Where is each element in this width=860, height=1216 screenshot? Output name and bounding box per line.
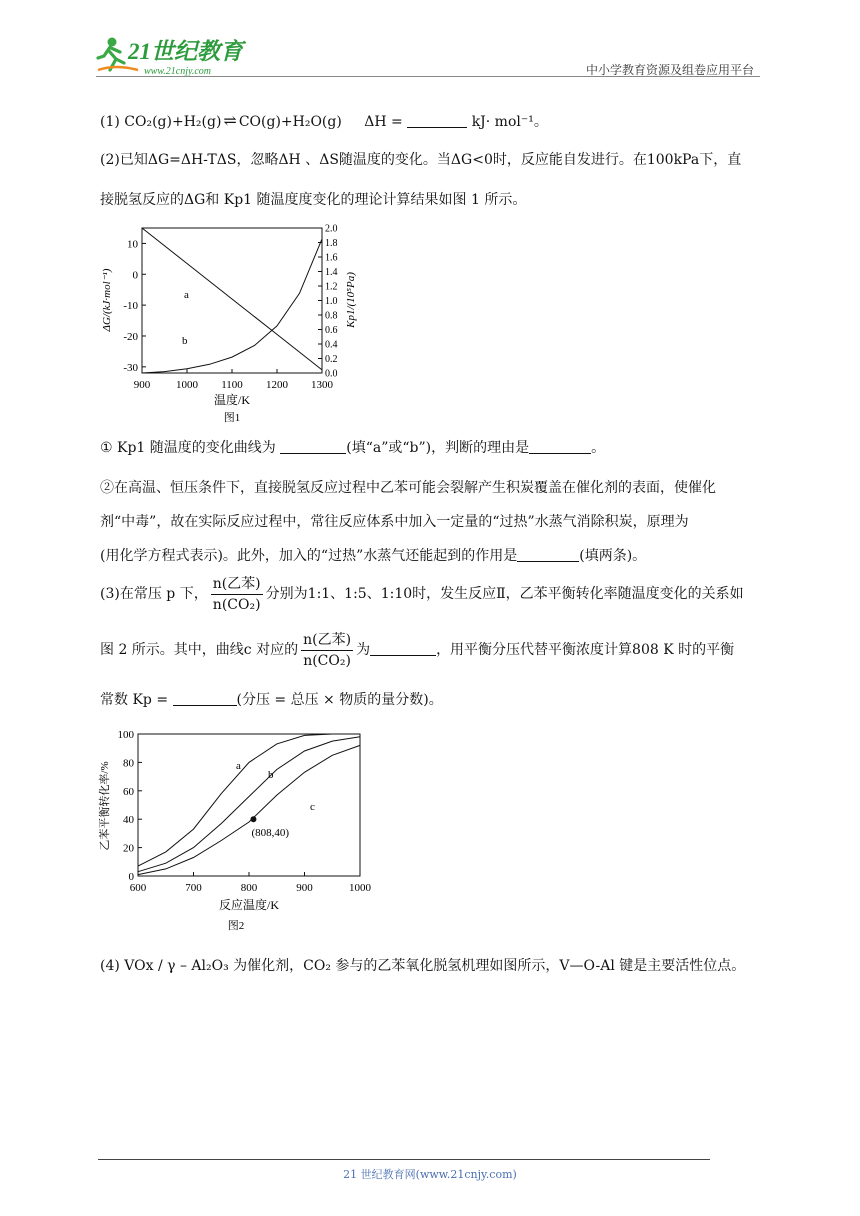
fig1-y2tick-label: 0.2: [325, 354, 338, 365]
footer-text: 21 世纪教育网(www.21cnjy.com): [343, 1168, 517, 1181]
q3-line-3: [100, 690, 764, 710]
fig2-series-a: [138, 734, 360, 866]
figure-2-chart: [96, 722, 386, 936]
q1-dh: ΔH =: [364, 114, 403, 130]
figure-1-chart: [96, 218, 366, 428]
fig1-xtick-label: 900: [133, 379, 151, 391]
header-divider: [96, 76, 760, 77]
q1-equation-left: CO₂(g)+H₂(g): [124, 114, 222, 130]
q3-line2-text-c: ，用平衡分压代替平衡浓度计算808 K 时的平衡: [436, 642, 735, 658]
q2-sub2-line3-text: (用化学方程式表示)。此外，加入的“过热”水蒸气还能起到的作用是: [100, 548, 518, 564]
q2-sub1-text-b: (填“a”或“b”)，判断的理由是: [346, 440, 530, 456]
q3-blank-ratio[interactable]: [370, 641, 436, 656]
q3-line3-text-b: (分压 = 总压 × 物质的量分数)。: [236, 692, 443, 708]
page-header: [96, 28, 760, 80]
q3-blank-kp[interactable]: [173, 691, 237, 706]
fig1-series-b: [142, 239, 322, 373]
fig2-xlabel: 反应温度/K: [218, 898, 280, 912]
fig1-y2tick-label: 1.8: [325, 238, 338, 249]
fig2-xtick-label: 800: [240, 882, 258, 894]
q3-line2-text-b: 为: [356, 642, 371, 658]
fig1-xlabel: 温度/K: [213, 393, 251, 407]
fig1-xtick-label: 1100: [221, 379, 243, 391]
question-4: (4) VOx / γ – Al₂O₃ 为催化剂，CO₂ 参与的乙苯氧化脱氢机理如图所示，V—O-Al 键是主要活性位点。: [100, 958, 746, 974]
site-logo: [96, 34, 266, 78]
header-right-text: 中小学教育资源及组卷应用平台: [585, 63, 754, 77]
question-1: [100, 111, 764, 132]
fig2-curve-label-a: a: [236, 760, 241, 772]
q1-unit: kJ· mol⁻¹: [471, 114, 534, 130]
q2-sub2-line-3: [100, 546, 764, 566]
fig2-plot-frame: [138, 734, 360, 876]
fig2-ytick-label: 60: [123, 785, 134, 798]
q3-ratio-fraction-2: [301, 631, 353, 670]
fig1-y2tick-label: 1.6: [325, 252, 338, 264]
fig1-curve-label-b: b: [182, 335, 188, 347]
logo-text: 21世纪教育: [128, 39, 243, 64]
fig2-point-label: (808,40): [251, 827, 290, 840]
q3-line-2: [100, 630, 764, 670]
fig2-ytick-label: 20: [123, 842, 134, 855]
q3-frac-den: n(CO₂): [212, 596, 261, 613]
fig2-xtick-label: 1000: [349, 882, 371, 894]
fig1-y2tick-label: 1.0: [325, 296, 338, 307]
fig1-ytick-label: -20: [123, 330, 138, 343]
q3-text-a: (3)在常压 p 下，: [100, 586, 208, 602]
fig1-curve-label-a: a: [184, 289, 189, 301]
equilibrium-arrow-icon: ⇌: [223, 111, 237, 130]
q2-line-1: (2)已知ΔG=ΔH-TΔS，忽略ΔH 、ΔS随温度的变化。当ΔG<0时，反应能自发进行。在100kPa下，直: [100, 152, 742, 168]
q1-answer-blank[interactable]: [407, 113, 467, 128]
fig1-xtick-label: 1000: [176, 379, 198, 391]
q3-frac-num: n(乙苯): [211, 575, 263, 595]
q2-sub1-text-a: ① Kp1 随温度的变化曲线为: [100, 440, 276, 456]
fig2-ytick-label: 0: [128, 871, 134, 883]
q2-sub-1: [100, 438, 764, 458]
fig2-curve-label-b: b: [268, 769, 274, 781]
fig2-ytick-label: 40: [123, 814, 134, 827]
q2-sub2-blank[interactable]: [517, 547, 579, 562]
fig2-series-b: [138, 737, 360, 872]
q2-sub1-blank-curve[interactable]: [280, 439, 346, 454]
footer-divider: [98, 1159, 710, 1160]
fig1-y2tick-label: 0.0: [325, 368, 338, 380]
q3-frac2-num: n(乙苯): [301, 631, 353, 651]
q3-line-1: [100, 574, 764, 614]
q3-frac2-den: n(CO₂): [303, 652, 351, 669]
q3-line3-text-a: 常数 Kp =: [100, 692, 169, 708]
fig2-ylabel: 乙苯平衡转化率/%: [99, 761, 111, 851]
fig1-xtick-label: 1200: [266, 379, 288, 391]
q2-sub2-line-1: ②在高温、恒压条件下，直接脱氢反应过程中乙苯可能会裂解产生积炭覆盖在催化剂的表面，使催化: [100, 480, 716, 496]
fig1-y2label: Kp1/(10⁵Pa): [345, 272, 357, 328]
fig2-xtick-label: 600: [129, 882, 147, 894]
fig2-series-c: [138, 745, 360, 874]
q2-sub1-blank-reason[interactable]: [529, 439, 591, 454]
fig2-xtick-label: 700: [185, 882, 202, 894]
fig1-y2tick-label: 0.6: [325, 325, 338, 336]
fig1-ytick-label: 10: [127, 238, 138, 251]
logo-url: www.21cnjy.com: [144, 66, 212, 77]
fig1-xtick-label: 1300: [311, 379, 333, 391]
fig1-ytick-label: -30: [123, 361, 138, 374]
fig1-y2tick-label: 1.4: [325, 267, 338, 278]
q2-sub2-line-2: 剂“中毒”，故在实际反应过程中，常往反应体系中加入一定量的“过热”水蒸气消除积炭，原理为: [100, 514, 689, 530]
fig1-y2tick-label: 2.0: [325, 223, 338, 235]
q2-sub2-line3-end: (填两条)。: [579, 548, 647, 564]
fig1-ytick-label: -10: [123, 300, 138, 313]
q1-equation-right: CO(g)+H₂O(g): [238, 114, 342, 130]
fig1-y2tick-label: 0.8: [325, 310, 338, 322]
fig1-ylabel: ΔG/(kJ·mol⁻¹): [101, 268, 113, 332]
q3-text-b: 分别为1:1、1:5、1:10时，发生反应Ⅱ，乙苯平衡转化率随温度变化的关系如: [265, 586, 744, 602]
fig1-y2tick-label: 1.2: [325, 281, 338, 293]
fig1-y2tick-label: 0.4: [325, 339, 338, 351]
q1-end: 。: [533, 114, 548, 130]
fig1-ytick-label: 0: [132, 269, 138, 282]
fig1-caption: 图1: [223, 412, 241, 424]
fig2-xtick-label: 900: [296, 882, 313, 894]
fig2-caption: 图2: [227, 920, 245, 932]
q1-label: (1): [100, 114, 120, 130]
q2-line-2: 接脱氢反应的ΔG和 Kp1 随温度度变化的理论计算结果如图 1 所示。: [100, 192, 527, 208]
q3-line2-text-a: 图 2 所示。其中，曲线c 对应的: [100, 642, 299, 658]
q2-sub1-end: 。: [591, 440, 606, 456]
fig2-data-point: [250, 816, 256, 822]
q3-ratio-fraction: [211, 575, 263, 614]
fig2-ytick-label: 100: [117, 729, 134, 741]
fig2-ytick-label: 80: [123, 757, 134, 770]
fig2-curve-label-c: c: [310, 801, 315, 813]
